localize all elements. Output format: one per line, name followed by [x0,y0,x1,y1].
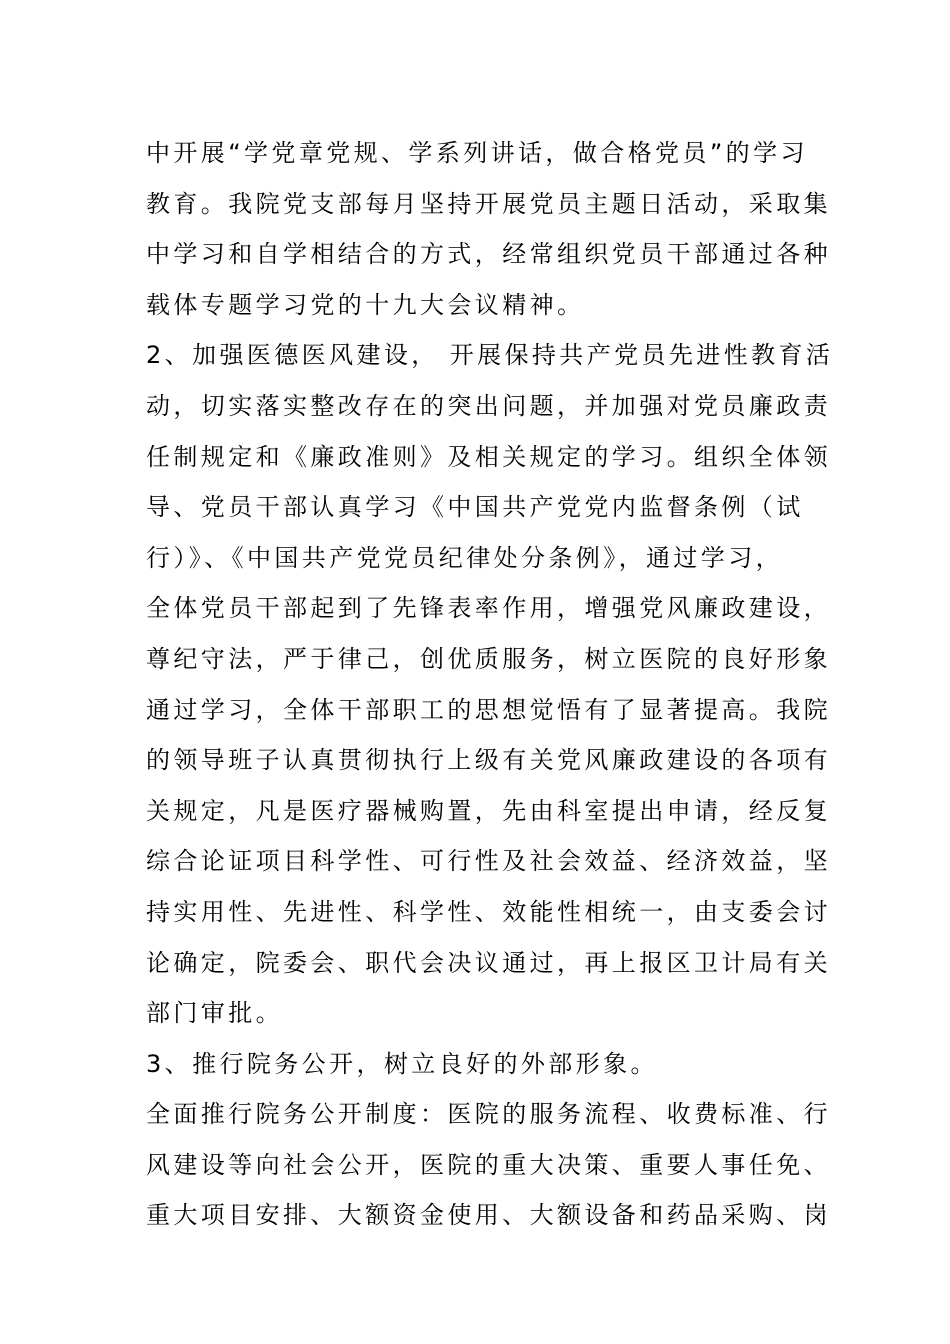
text-line: 通过学习，全体干部职工的思想觉悟有了显著提高。我院 [146,695,831,724]
text-line: 的领导班子认真贯彻执行上级有关党风廉政建设的各项有 [146,746,831,775]
text-line: 论确定，院委会、职代会决议通过，再上报区卫计局有关 [146,948,831,977]
text-line: 全体党员干部起到了先锋表率作用，增强党风廉政建设， [146,594,831,623]
text-line: 部门审批。 [146,999,283,1028]
text-line: 载体专题学习党的十九大会议精神。 [146,290,585,319]
document-body [146,128,834,1241]
text-line: 综合论证项目科学性、可行性及社会效益、经济效益，坚 [146,847,831,876]
text-line: 中学习和自学相结合的方式，经常组织党员干部通过各种 [146,240,831,269]
text-line: 导、党员干部认真学习《中国共产党党内监督条例（试 [146,493,804,522]
text-line: 持实用性、先进性、科学性、效能性相统一，由支委会讨 [146,897,831,926]
text-line: 全面推行院务公开制度：医院的服务流程、收费标准、行 [146,1100,831,1129]
text-line: 任制规定和《廉政准则》及相关规定的学习。组织全体领 [146,442,831,471]
text-line: 3、推行院务公开，树立良好的外部形象。 [146,1049,658,1078]
text-line: 动，切实落实整改存在的突出问题，并加强对党员廉政责 [146,391,831,420]
text-line: 中开展“学党章党规、学系列讲话，做合格党员”的学习 [146,139,808,167]
text-line: 重大项目安排、大额资金使用、大额设备和药品采购、岗 [146,1201,831,1230]
text-line: 教育。我院党支部每月坚持开展党员主题日活动，采取集 [146,189,831,218]
text-line: 尊纪守法，严于律己，创优质服务，树立医院的良好形象 [146,644,831,673]
text-line: 关规定，凡是医疗器械购置，先由科室提出申请，经反复 [146,796,831,825]
text-line: 2、加强医德医风建设， 开展保持共产党员先进性教育活 [146,341,834,370]
text-line: 行）》、《中国共产党党员纪律处分条例》，通过学习， [146,543,783,572]
text-line: 风建设等向社会公开，医院的重大决策、重要人事任免、 [146,1150,831,1179]
